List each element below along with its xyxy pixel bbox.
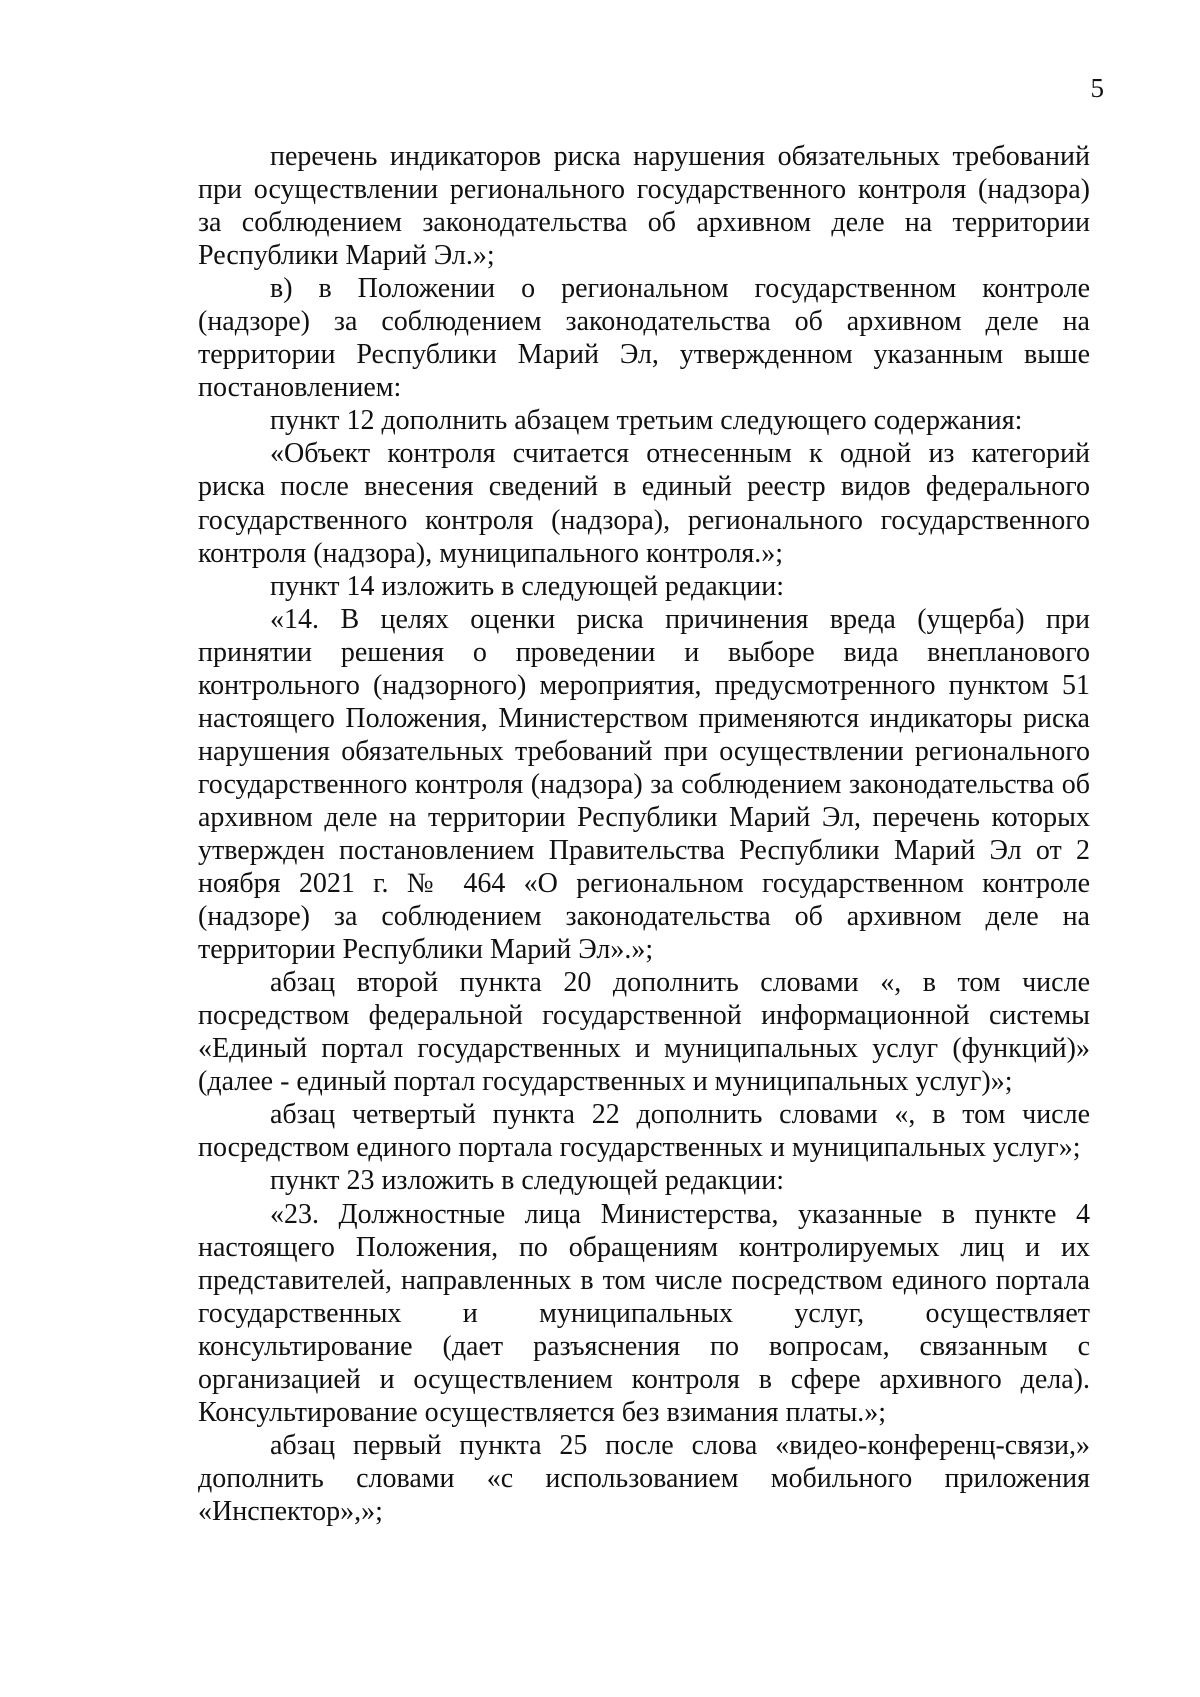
paragraph-clause-20: абзац второй пункта 20 дополнить словами «, в том числе посредством федеральной государственной информационной системы «Единый портал государственных и муниципальных услуг (функций)» (далее - единый портал государственных и муниципальных услуг)»; bbox=[198, 967, 1090, 1098]
paragraph-indicators-list: перечень индикаторов риска нарушения обязательных требований при осуществлении регионального государственного контроля (надзора) за соблюдением законодательства об архивном деле на территории Республики Марий Эл.»; bbox=[198, 141, 1090, 272]
paragraph-clause-14: пункт 14 изложить в следующей редакции: bbox=[270, 570, 784, 602]
document-body bbox=[198, 140, 1090, 1528]
paragraph-clause-14-text: «14. В целях оценки риска причинения вреда (ущерба) при принятии решения о проведении и выборе вида внепланового контрольного (надзорного) мероприятия, предусмотренного пунктом 51 настоящего Положения, Министерством применяются индикаторы риска нарушения обязательных требований при осуществлении регионального государственного контроля (надзора) за соблюдением законодательства об архивном деле на территории Республики Марий Эл, перечень которых утвержден постановлением Правительства Республики Марий Эл от 2 ноября 2021 г. № 464 «О региональном государственном контроле (надзоре) за соблюдением законодательства об архивном деле на территории Республики Марий Эл».»; bbox=[198, 603, 1090, 966]
paragraph-clause-23-text: «23. Должностные лица Министерства, указанные в пункте 4 настоящего Положения, по обращениям контролируемых лиц и их представителей, направленных в том числе посредством единого портала государственных и муниципальных услуг, осуществляет консультирование (дает разъяснения по вопросам, связанным с организацией и осуществлением контроля в сфере архивного дела). Консультирование осуществляется без взимания платы.»; bbox=[198, 1198, 1090, 1428]
paragraph-risk-category: «Объект контроля считается отнесенным к одной из категорий риска после внесения сведений в единый реестр видов федерального государственного контроля (надзора), регионального государственного контроля (надзора), муниципального контроля.»; bbox=[198, 438, 1090, 569]
page-number: 5 bbox=[1090, 73, 1104, 103]
paragraph-clause-12: пункт 12 дополнить абзацем третьим следующего содержания: bbox=[270, 405, 1023, 437]
paragraph-clause-22: абзац четвертый пункта 22 дополнить словами «, в том числе посредством единого портала государственных и муниципальных услуг»; bbox=[198, 1099, 1090, 1164]
paragraph-regulation-amendment: в) в Положении о региональном государственном контроле (надзоре) за соблюдением законодательства об архивном деле на территории Республики Марий Эл, утвержденном указанным выше постановлением: bbox=[198, 273, 1090, 404]
paragraph-clause-25: абзац первый пункта 25 после слова «видео-конференц-связи,» дополнить словами «с использованием мобильного приложения «Инспектор»,»; bbox=[198, 1429, 1090, 1527]
paragraph-clause-23: пункт 23 изложить в следующей редакции: bbox=[270, 1165, 784, 1197]
